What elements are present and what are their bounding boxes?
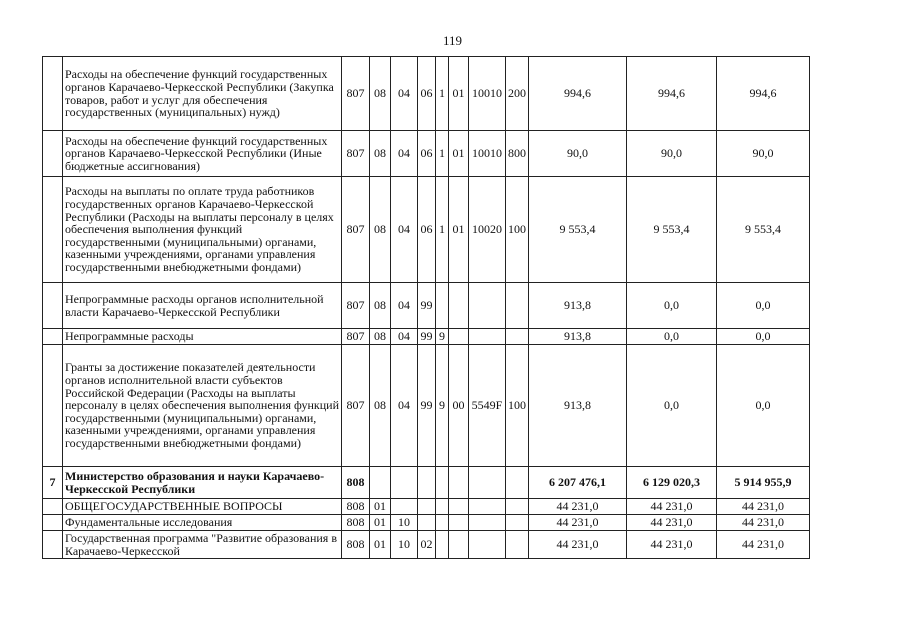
table-row	[43, 283, 810, 329]
section-code-cell: 08	[370, 131, 391, 177]
expense-type-cell	[506, 531, 529, 559]
amount-year2-cell: 0,0	[627, 345, 717, 467]
table-row	[43, 531, 810, 559]
section-code-cell: 08	[370, 345, 391, 467]
table-row	[43, 131, 810, 177]
subsection-code-cell: 10	[391, 531, 418, 559]
table-row	[43, 515, 810, 531]
program-code-cell: 99	[418, 283, 436, 329]
amount-year1-cell: 9 553,4	[529, 177, 627, 283]
amount-year1-cell: 90,0	[529, 131, 627, 177]
amount-year3-cell: 0,0	[717, 345, 810, 467]
section-code-cell: 01	[370, 515, 391, 531]
amount-year1-cell: 6 207 476,1	[529, 467, 627, 499]
subsection-code-cell: 10	[391, 515, 418, 531]
expense-type-cell	[506, 515, 529, 531]
table-row	[43, 177, 810, 283]
direction-code-cell	[469, 531, 506, 559]
item-name-cell: Непрограммные расходы	[63, 329, 342, 345]
row-number-cell	[43, 515, 63, 531]
expense-type-cell	[506, 499, 529, 515]
table-row	[43, 499, 810, 515]
ministry-code-cell: 807	[342, 131, 370, 177]
amount-year3-cell: 0,0	[717, 283, 810, 329]
expense-type-cell	[506, 329, 529, 345]
subprogram-code-cell: 9	[436, 329, 449, 345]
row-number-cell	[43, 57, 63, 131]
ministry-code-cell: 808	[342, 531, 370, 559]
activity-code-cell	[449, 499, 469, 515]
row-number-cell	[43, 345, 63, 467]
section-code-cell: 08	[370, 329, 391, 345]
section-code-cell: 01	[370, 499, 391, 515]
activity-code-cell: 01	[449, 131, 469, 177]
subprogram-code-cell: 1	[436, 131, 449, 177]
program-code-cell	[418, 515, 436, 531]
program-code-cell: 02	[418, 531, 436, 559]
table-row	[43, 467, 810, 499]
direction-code-cell: 10020	[469, 177, 506, 283]
subprogram-code-cell	[436, 531, 449, 559]
item-name-cell: Государственная программа "Развитие образования в Карачаево-Черкесской	[63, 531, 342, 559]
activity-code-cell	[449, 515, 469, 531]
subsection-code-cell: 04	[391, 177, 418, 283]
program-code-cell: 06	[418, 131, 436, 177]
amount-year1-cell: 913,8	[529, 329, 627, 345]
amount-year2-cell: 44 231,0	[627, 499, 717, 515]
section-code-cell: 08	[370, 57, 391, 131]
amount-year2-cell: 44 231,0	[627, 531, 717, 559]
section-code-cell: 08	[370, 177, 391, 283]
expense-type-cell: 100	[506, 345, 529, 467]
program-code-cell	[418, 467, 436, 499]
program-code-cell: 99	[418, 329, 436, 345]
item-name-cell: Фундаментальные исследования	[63, 515, 342, 531]
subprogram-code-cell: 1	[436, 177, 449, 283]
table-row	[43, 345, 810, 467]
row-number-cell: 7	[43, 467, 63, 499]
row-number-cell	[43, 499, 63, 515]
expense-type-cell: 800	[506, 131, 529, 177]
amount-year3-cell: 44 231,0	[717, 515, 810, 531]
amount-year2-cell: 90,0	[627, 131, 717, 177]
direction-code-cell	[469, 515, 506, 531]
section-code-cell: 08	[370, 283, 391, 329]
table-row	[43, 57, 810, 131]
item-name-cell: Расходы на обеспечение функций государственных органов Карачаево-Черкесской Республики (Закупка товаров, работ и услуг для обеспечения государственных (муниципальных) нужд)	[63, 57, 342, 131]
ministry-code-cell: 807	[342, 283, 370, 329]
table-row	[43, 329, 810, 345]
amount-year3-cell: 994,6	[717, 57, 810, 131]
direction-code-cell	[469, 283, 506, 329]
row-number-cell	[43, 177, 63, 283]
subprogram-code-cell	[436, 499, 449, 515]
budget-table-body	[43, 57, 810, 559]
item-name-cell: ОБЩЕГОСУДАРСТВЕННЫЕ ВОПРОСЫ	[63, 499, 342, 515]
item-name-cell: Непрограммные расходы органов исполнительной власти Карачаево-Черкесской Республики	[63, 283, 342, 329]
amount-year1-cell: 913,8	[529, 283, 627, 329]
subsection-code-cell: 04	[391, 131, 418, 177]
subprogram-code-cell: 1	[436, 57, 449, 131]
subprogram-code-cell	[436, 515, 449, 531]
activity-code-cell	[449, 283, 469, 329]
direction-code-cell	[469, 499, 506, 515]
activity-code-cell	[449, 531, 469, 559]
amount-year1-cell: 913,8	[529, 345, 627, 467]
amount-year2-cell: 994,6	[627, 57, 717, 131]
amount-year2-cell: 9 553,4	[627, 177, 717, 283]
item-name-cell: Гранты за достижение показателей деятельности органов исполнительной власти субъектов Российской Федерации (Расходы на выплаты персоналу в целях обеспечения выполнения функций государственными (муниципальными) органами, казенными учреждениями, органами управления государственными внебюджетными фондами)	[63, 345, 342, 467]
item-name-cell: Расходы на обеспечение функций государственных органов Карачаево-Черкесской Республики (Иные бюджетные ассигнования)	[63, 131, 342, 177]
expense-type-cell: 200	[506, 57, 529, 131]
direction-code-cell	[469, 467, 506, 499]
ministry-code-cell: 807	[342, 329, 370, 345]
item-name-cell: Министерство образования и науки Карачаево-Черкесской Республики	[63, 467, 342, 499]
amount-year3-cell: 44 231,0	[717, 531, 810, 559]
program-code-cell: 06	[418, 57, 436, 131]
row-number-cell	[43, 283, 63, 329]
ministry-code-cell: 808	[342, 467, 370, 499]
row-number-cell	[43, 131, 63, 177]
amount-year2-cell: 0,0	[627, 329, 717, 345]
ministry-code-cell: 807	[342, 57, 370, 131]
direction-code-cell: 5549F	[469, 345, 506, 467]
subsection-code-cell: 04	[391, 345, 418, 467]
expense-type-cell: 100	[506, 177, 529, 283]
amount-year3-cell: 9 553,4	[717, 177, 810, 283]
direction-code-cell: 10010	[469, 57, 506, 131]
activity-code-cell	[449, 467, 469, 499]
amount-year1-cell: 44 231,0	[529, 499, 627, 515]
amount-year2-cell: 44 231,0	[627, 515, 717, 531]
amount-year3-cell: 0,0	[717, 329, 810, 345]
amount-year1-cell: 44 231,0	[529, 515, 627, 531]
expense-type-cell	[506, 283, 529, 329]
subsection-code-cell	[391, 499, 418, 515]
activity-code-cell: 01	[449, 177, 469, 283]
subprogram-code-cell	[436, 467, 449, 499]
ministry-code-cell: 808	[342, 515, 370, 531]
subsection-code-cell: 04	[391, 283, 418, 329]
subsection-code-cell: 04	[391, 57, 418, 131]
direction-code-cell: 10010	[469, 131, 506, 177]
item-name-cell: Расходы на выплаты по оплате труда работников государственных органов Карачаево-Черкесской Республики (Расходы на выплаты персоналу в целях обеспечения выполнения функций государственными (муниципальными) органами, казенными учреждениями, органами управления государственными внебюджетными фондами)	[63, 177, 342, 283]
subprogram-code-cell: 9	[436, 345, 449, 467]
ministry-code-cell: 807	[342, 345, 370, 467]
amount-year2-cell: 6 129 020,3	[627, 467, 717, 499]
direction-code-cell	[469, 329, 506, 345]
amount-year3-cell: 44 231,0	[717, 499, 810, 515]
ministry-code-cell: 808	[342, 499, 370, 515]
amount-year1-cell: 44 231,0	[529, 531, 627, 559]
amount-year1-cell: 994,6	[529, 57, 627, 131]
subprogram-code-cell	[436, 283, 449, 329]
program-code-cell: 06	[418, 177, 436, 283]
program-code-cell	[418, 499, 436, 515]
row-number-cell	[43, 329, 63, 345]
activity-code-cell: 00	[449, 345, 469, 467]
subsection-code-cell: 04	[391, 329, 418, 345]
section-code-cell: 01	[370, 531, 391, 559]
amount-year2-cell: 0,0	[627, 283, 717, 329]
page-number: 119	[442, 33, 463, 48]
subsection-code-cell	[391, 467, 418, 499]
section-code-cell	[370, 467, 391, 499]
activity-code-cell: 01	[449, 57, 469, 131]
amount-year3-cell: 90,0	[717, 131, 810, 177]
activity-code-cell	[449, 329, 469, 345]
amount-year3-cell: 5 914 955,9	[717, 467, 810, 499]
budget-table	[42, 56, 810, 559]
row-number-cell	[43, 531, 63, 559]
expense-type-cell	[506, 467, 529, 499]
program-code-cell: 99	[418, 345, 436, 467]
ministry-code-cell: 807	[342, 177, 370, 283]
